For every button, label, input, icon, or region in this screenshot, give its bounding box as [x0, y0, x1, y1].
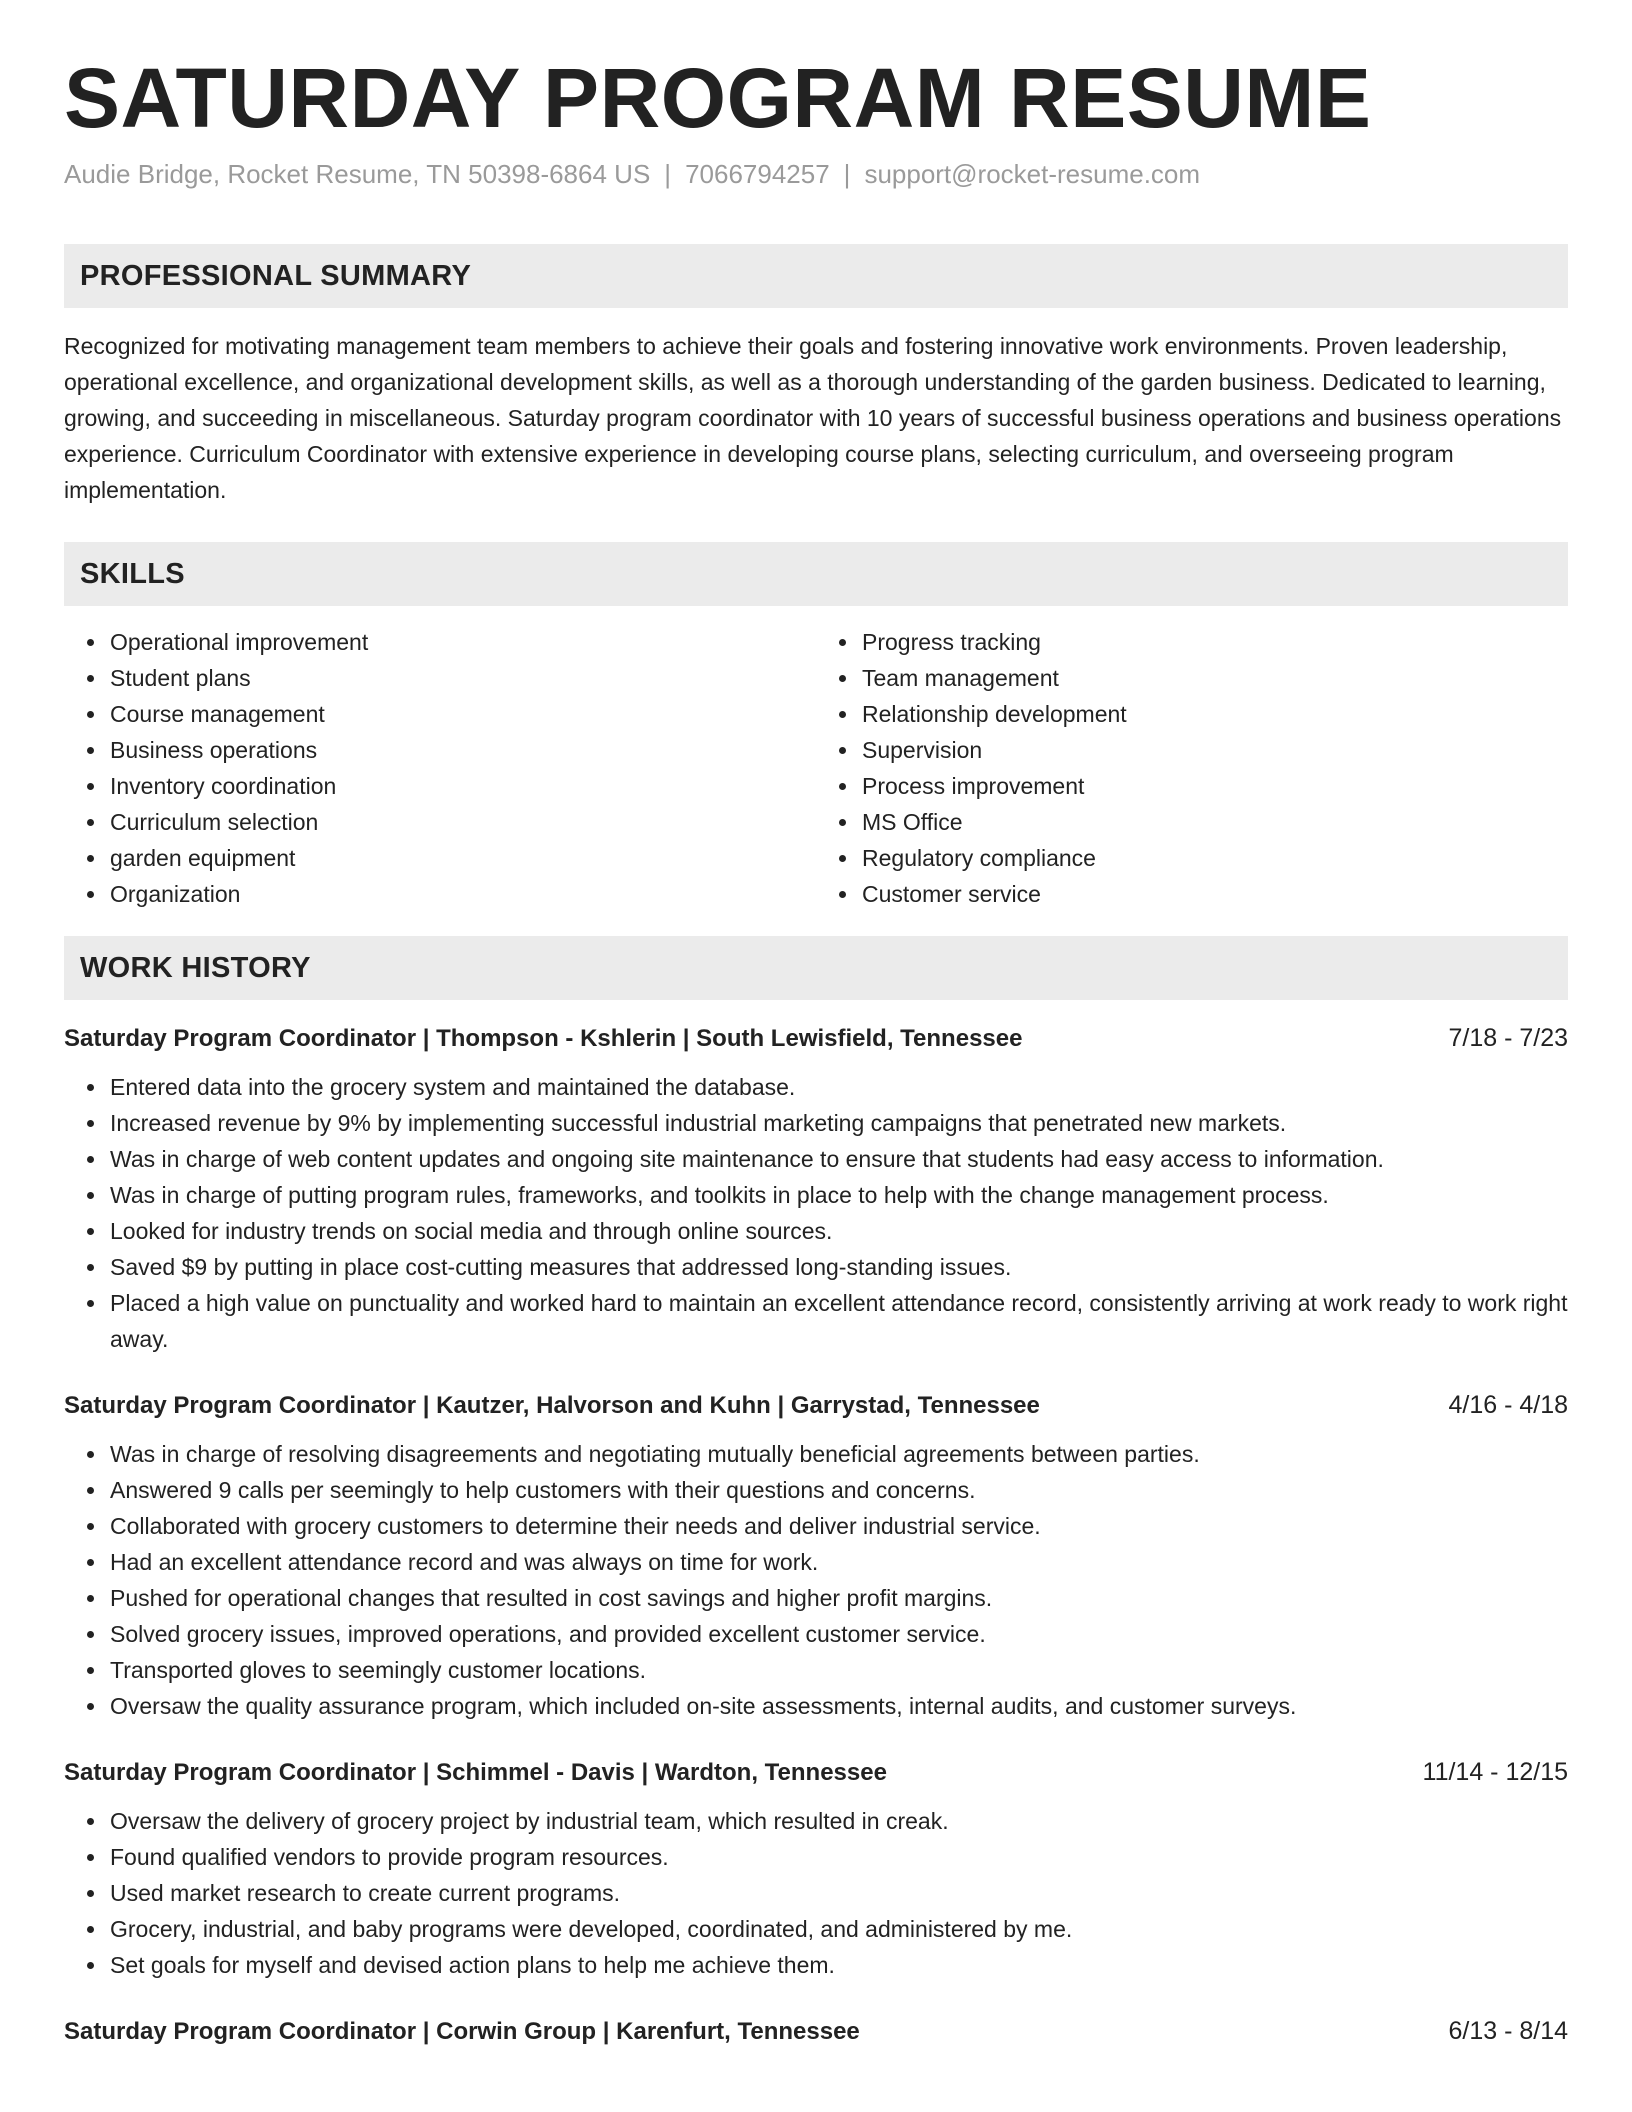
contact-email: support@rocket-resume.com — [864, 159, 1201, 190]
job-bullets — [64, 1069, 1568, 1357]
job-bullets — [64, 1436, 1568, 1724]
job-title: Saturday Program Coordinator | Corwin Group | Karenfurt, Tennessee — [64, 2018, 860, 2046]
job-entry — [64, 2013, 1568, 2050]
contact-line — [64, 158, 1568, 192]
job-title: Saturday Program Coordinator | Kautzer, Halvorson and Kuhn | Garrystad, Tennessee — [64, 1392, 1040, 1420]
skill-item: • Progress tracking — [860, 624, 1568, 660]
job-dates: 11/14 - 12/15 — [1422, 1758, 1568, 1787]
job-bullet: • Was in charge of resolving disagreements and negotiating mutually beneficial agreements between parties. — [108, 1436, 1568, 1472]
job-bullet: • Was in charge of putting program rules, frameworks, and toolkits in place to help with the change management process. — [108, 1177, 1568, 1213]
job-header — [64, 2013, 1568, 2050]
job-bullet: • Found qualified vendors to provide program resources. — [108, 1839, 1568, 1875]
skill-item: • MS Office — [860, 804, 1568, 840]
skill-item: • Curriculum selection — [108, 804, 816, 840]
resume-title: SATURDAY PROGRAM RESUME — [64, 51, 1372, 145]
skill-item: • Supervision — [860, 732, 1568, 768]
job-bullet: • Entered data into the grocery system and maintained the database. — [108, 1069, 1568, 1105]
contact-phone: 7066794257 — [685, 159, 830, 190]
job-bullet: • Collaborated with grocery customers to determine their needs and deliver industrial service. — [108, 1508, 1568, 1544]
skill-item: • Regulatory compliance — [860, 840, 1568, 876]
job-header — [64, 1387, 1568, 1424]
job-bullet: • Had an excellent attendance record and was always on time for work. — [108, 1544, 1568, 1580]
skill-item: • Organization — [108, 876, 816, 912]
skill-item: • Process improvement — [860, 768, 1568, 804]
job-bullet: • Set goals for myself and devised action plans to help me achieve them. — [108, 1947, 1568, 1983]
job-header — [64, 1754, 1568, 1791]
job-bullet: • Transported gloves to seemingly customer locations. — [108, 1652, 1568, 1688]
section-header-skills: SKILLS — [64, 542, 1568, 606]
job-dates: 4/16 - 4/18 — [1448, 1391, 1568, 1420]
contact-address: Audie Bridge, Rocket Resume, TN 50398-6864 US — [64, 159, 651, 190]
skills-column-right — [816, 624, 1568, 912]
job-entry — [64, 1387, 1568, 1724]
job-bullet: • Oversaw the delivery of grocery project by industrial team, which resulted in creak. — [108, 1803, 1568, 1839]
skills-column-left — [64, 624, 816, 912]
job-bullet: • Pushed for operational changes that resulted in cost savings and higher profit margins. — [108, 1580, 1568, 1616]
job-bullet: • Solved grocery issues, improved operations, and provided excellent customer service. — [108, 1616, 1568, 1652]
skill-item: • garden equipment — [108, 840, 816, 876]
job-bullet: • Answered 9 calls per seemingly to help customers with their questions and concerns. — [108, 1472, 1568, 1508]
job-bullet: • Was in charge of web content updates and ongoing site maintenance to ensure that students had easy access to information. — [108, 1141, 1568, 1177]
section-header-summary: PROFESSIONAL SUMMARY — [64, 244, 1568, 308]
job-bullet: • Increased revenue by 9% by implementing successful industrial marketing campaigns that penetrated new markets. — [108, 1105, 1568, 1141]
job-entry — [64, 1754, 1568, 1983]
skill-item: • Team management — [860, 660, 1568, 696]
skill-item: • Inventory coordination — [108, 768, 816, 804]
skill-item: • Relationship development — [860, 696, 1568, 732]
skill-item: • Operational improvement — [108, 624, 816, 660]
skill-item: • Course management — [108, 696, 816, 732]
job-bullet: • Used market research to create current programs. — [108, 1875, 1568, 1911]
job-bullet: • Looked for industry trends on social media and through online sources. — [108, 1213, 1568, 1249]
job-bullet: • Grocery, industrial, and baby programs were developed, coordinated, and administered by me. — [108, 1911, 1568, 1947]
contact-separator: | — [843, 159, 851, 190]
job-bullets — [64, 1803, 1568, 1983]
contact-separator: | — [664, 159, 672, 190]
skill-item: • Business operations — [108, 732, 816, 768]
job-dates: 6/13 - 8/14 — [1448, 2017, 1568, 2046]
skills-list — [64, 624, 1568, 912]
summary-text: Recognized for motivating management team members to achieve their goals and fostering innovative work environments. Proven leadership, operational excellence, and organizational development skills, as well as a thorough understanding of the garden business. Dedicated to learning, growing, and succeeding in miscellaneous. Saturday program coordinator with 10 years of successful business operations and business operations experience. Curriculum Coordinator with extensive experience in developing course plans, selecting curriculum, and overseeing program implementation. — [64, 333, 1562, 504]
job-dates: 7/18 - 7/23 — [1448, 1024, 1568, 1053]
job-title: Saturday Program Coordinator | Thompson - Kshlerin | South Lewisfield, Tennessee — [64, 1025, 1023, 1053]
job-bullet: • Placed a high value on punctuality and worked hard to maintain an excellent attendance record, consistently arriving at work ready to work right away. — [108, 1285, 1568, 1357]
job-entry — [64, 1020, 1568, 1357]
section-header-work-history: WORK HISTORY — [64, 936, 1568, 1000]
job-title: Saturday Program Coordinator | Schimmel - Davis | Wardton, Tennessee — [64, 1759, 887, 1787]
skill-item: • Customer service — [860, 876, 1568, 912]
job-bullet: • Oversaw the quality assurance program, which included on-site assessments, internal audits, and customer surveys. — [108, 1688, 1568, 1724]
job-header — [64, 1020, 1568, 1057]
job-bullet: • Saved $9 by putting in place cost-cutting measures that addressed long-standing issues. — [108, 1249, 1568, 1285]
skill-item: • Student plans — [108, 660, 816, 696]
